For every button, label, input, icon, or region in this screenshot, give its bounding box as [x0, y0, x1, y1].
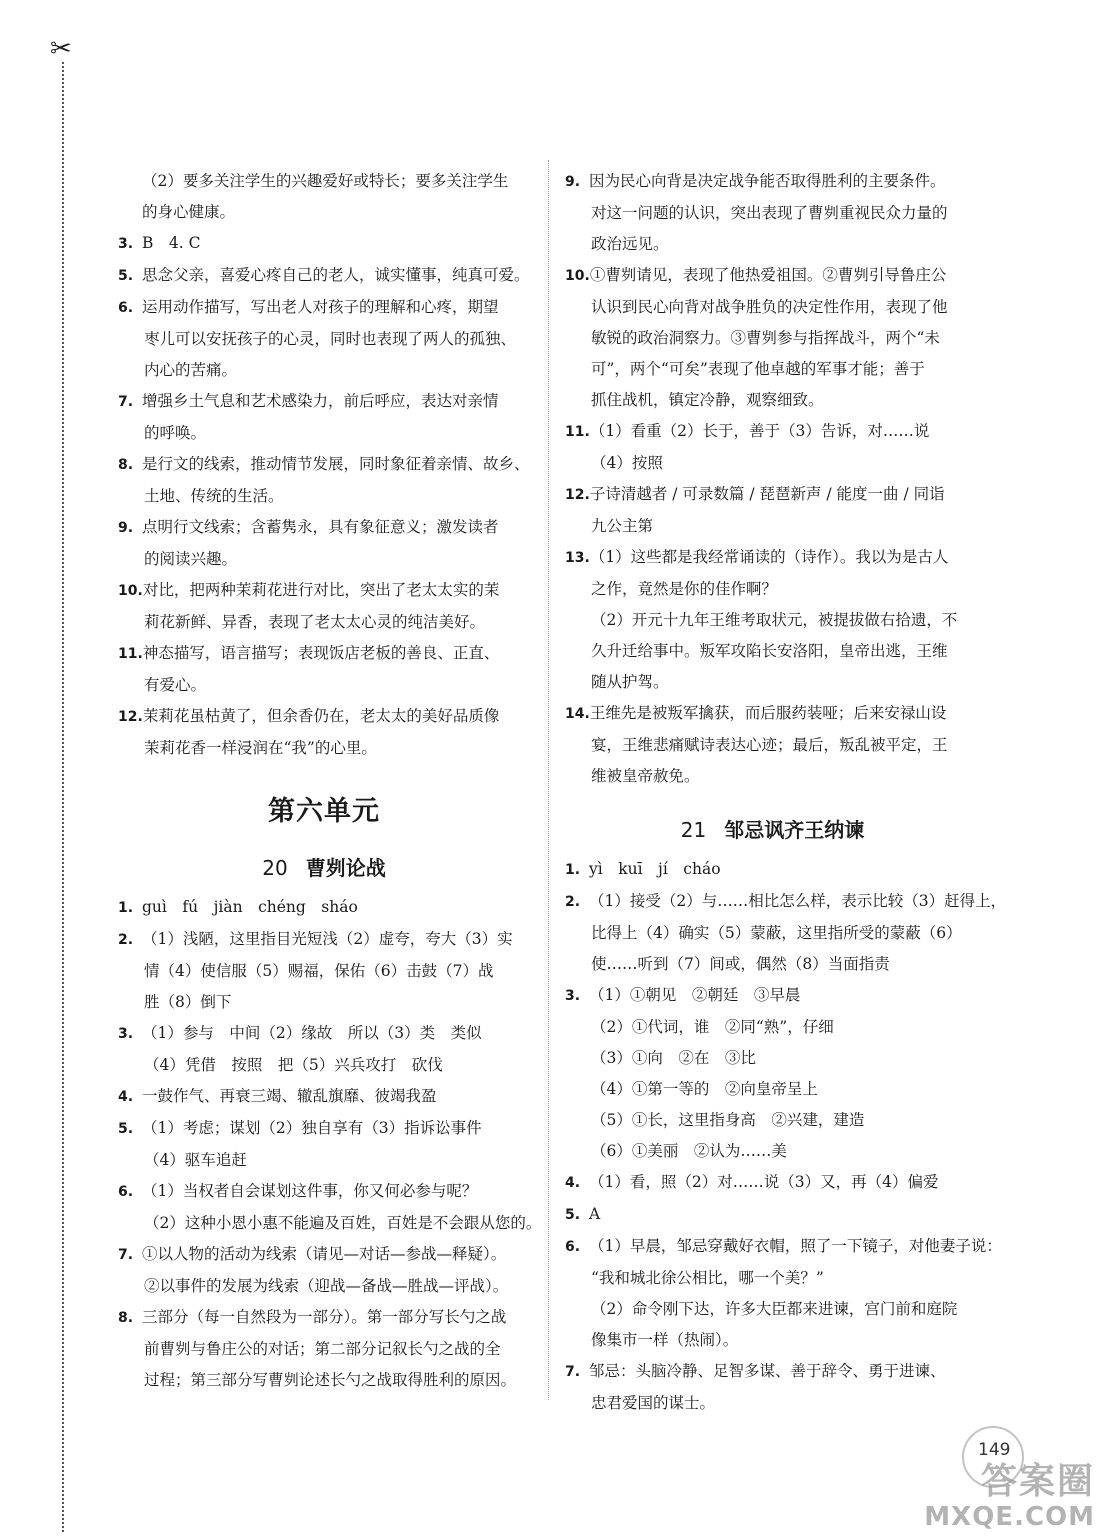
answer-text: 像集市一样（热闹）。	[591, 1331, 739, 1349]
answer-number: 5.	[118, 268, 134, 284]
answer-text: 抓住战机，镇定冷静，观察细致。	[591, 391, 824, 409]
answer-line	[118, 197, 530, 228]
answer-line	[565, 1231, 1002, 1263]
answer-number: 6.	[118, 1184, 134, 1200]
answer-text: （5）①长，这里指身高 ②兴建，建造	[591, 1111, 865, 1129]
answer-item	[118, 924, 530, 1018]
answer-line	[118, 892, 530, 924]
answer-number: 7.	[565, 1364, 581, 1380]
answer-line	[118, 355, 530, 386]
answer-text: 有爱心。	[144, 676, 207, 694]
answer-text: （1）当权者自会谋划这件事，你又何必参与呢？	[142, 1182, 478, 1200]
answer-item	[118, 1176, 542, 1239]
answer-item	[565, 854, 980, 886]
column-divider	[548, 160, 549, 1400]
answer-number: 14.	[565, 706, 590, 722]
answer-item	[118, 1113, 530, 1176]
answer-line	[118, 1365, 530, 1396]
answer-text: “我和城北徐公相比，哪一个美？”	[591, 1269, 824, 1287]
answer-line	[118, 292, 530, 324]
answer-line	[118, 1113, 530, 1145]
answer-line	[565, 292, 980, 323]
answer-line	[565, 416, 980, 448]
right-top-answers	[565, 166, 980, 792]
left-column	[118, 166, 542, 1396]
answer-line	[118, 733, 530, 764]
answer-line	[565, 1388, 980, 1419]
watermark-url: MXQE.COM	[924, 1502, 1095, 1532]
answer-text: 忠君爱国的谋士。	[591, 1394, 716, 1412]
answer-number: 2.	[565, 894, 581, 910]
answer-text: 前曹刿与鲁庄公的对话；第二部分记叙长勺之战的全	[144, 1340, 501, 1358]
answer-text: 三部分（每一自然段为一部分）。第一部分写长勺之战	[142, 1308, 507, 1326]
answer-text: （1）参与 中间（2）缘故 所以（3）类 类似	[142, 1024, 482, 1042]
answer-text: 点明行文线索；含蓄隽永，具有象征意义；激发读者	[142, 518, 499, 536]
answer-number: 1.	[565, 862, 581, 878]
lesson-21-heading	[565, 812, 980, 848]
answer-line	[565, 1294, 980, 1325]
answer-text: （2）要多关注学生的兴趣爱好或特长；要多关注学生	[142, 172, 509, 190]
answer-text: 神态描写，语言描写；表现饭店老板的善良、正直、	[142, 644, 500, 662]
answer-item	[118, 1239, 530, 1302]
answer-text: 茉莉花虽枯黄了，但余香仍在，老太太的美好品质像	[142, 707, 500, 725]
answer-line	[118, 228, 530, 260]
answer-text: （4）①第一等的 ②向皇帝呈上	[591, 1080, 818, 1098]
answer-number: 9.	[118, 520, 134, 536]
answer-line	[565, 886, 1007, 918]
answer-number: 12.	[565, 487, 590, 503]
answer-text: （3）①向 ②在 ③比	[591, 1049, 756, 1067]
answer-text: （4）按照	[591, 454, 663, 472]
answer-line	[118, 1302, 530, 1334]
answer-text: 认识到民心向背对战争胜负的决定性作用，表现了他	[591, 298, 948, 316]
answer-line	[118, 1208, 542, 1239]
answer-item	[565, 416, 980, 479]
answer-text: A	[589, 1205, 601, 1223]
answer-text: （1）这些都是我经常诵读的（诗作）。我以为是古人	[589, 548, 949, 566]
answer-text: （2）命令刚下达，许多大臣都来进谏，宫门前和庭院	[591, 1300, 958, 1318]
answer-text: 的呼唤。	[144, 424, 207, 442]
answer-line	[118, 956, 530, 987]
answer-number: 7.	[118, 1247, 134, 1263]
answer-text: 莉花新鲜、异香，表现了老太太心灵的纯洁美好。	[144, 613, 486, 631]
answer-item	[118, 1018, 530, 1081]
answer-text: 内心的苦痛。	[144, 361, 238, 379]
answer-number: 3.	[118, 236, 134, 252]
answer-item	[565, 886, 1007, 980]
answer-text: 思念父亲，喜爱心疼自己的老人，诚实懂事，纯真可爱。	[142, 266, 530, 284]
answer-item	[565, 260, 980, 416]
answer-number: 6.	[118, 300, 134, 316]
answer-line	[118, 418, 530, 449]
answer-text: ①曹刿请见，表现了他热爱祖国。②曹刿引导鲁庄公	[589, 266, 947, 284]
answer-item	[118, 575, 530, 638]
answer-line	[565, 949, 980, 980]
answer-line	[118, 324, 530, 355]
answer-line	[565, 1325, 980, 1356]
answer-line	[565, 730, 980, 761]
answer-line	[118, 670, 530, 701]
answer-text: 敏锐的政治洞察力。③曹刿参与指挥战斗，两个“未	[591, 329, 940, 347]
answer-line	[565, 1012, 980, 1043]
answer-text: （1）接受（2）与……相比怎么样，表示比较（3）赶得上，	[589, 892, 1007, 910]
answer-line	[118, 260, 530, 292]
answer-text: （1）考虑；谋划（2）独自享有（3）指诉讼事件	[142, 1119, 482, 1137]
answer-text: 随从护驾。	[591, 673, 669, 691]
answer-number: 4.	[565, 1175, 581, 1191]
answer-line	[118, 481, 530, 512]
answer-text: （1）①朝见 ②朝廷 ③早晨	[589, 986, 801, 1004]
answer-text: 的阅读兴趣。	[144, 550, 238, 568]
answer-item	[118, 449, 530, 512]
answer-line	[565, 605, 980, 636]
answer-text: （1）早晨，邹忌穿戴好衣帽，照了一下镜子，对他妻子说：	[589, 1237, 1002, 1255]
left-top-answers	[118, 166, 530, 764]
answer-number: 11.	[565, 424, 590, 440]
lesson-20-answers	[118, 892, 542, 1396]
answer-text: 对这一问题的认识，突出表现了曹刿重视民众力量的	[591, 204, 948, 222]
answer-number: 6.	[565, 1239, 581, 1255]
lesson-title: 曹刿论战	[305, 856, 386, 880]
answer-text: 是行文的线索，推动情节发展，同时象征着亲情、故乡、	[142, 455, 530, 473]
answer-line	[118, 607, 530, 638]
answer-text: （6）①美丽 ②认为……美	[591, 1142, 787, 1160]
answer-item	[565, 542, 980, 698]
right-column	[565, 166, 1007, 1419]
answer-number: 3.	[565, 988, 581, 1004]
answer-item	[565, 1199, 980, 1231]
answer-item	[118, 638, 530, 701]
lesson-21-answers	[565, 854, 1007, 1419]
answer-line	[118, 924, 530, 956]
answer-item	[565, 1356, 980, 1419]
answer-text: 之作，竟然是你的佳作啊？	[591, 580, 778, 598]
answer-item	[118, 1081, 530, 1113]
answer-number: 7.	[118, 394, 134, 410]
answer-line	[565, 698, 980, 730]
answer-item	[118, 386, 530, 449]
answer-item	[118, 892, 530, 924]
answer-text: 使……听到（7）间或，偶然（8）当面指责	[591, 955, 890, 973]
answer-number: 5.	[565, 1207, 581, 1223]
answer-text: 王维先是被叛军擒获，而后服药装哑；后来安禄山设	[589, 704, 947, 722]
answer-item	[118, 292, 530, 386]
answer-text: 土地、传统的生活。	[144, 487, 284, 505]
answer-line	[565, 667, 980, 698]
answer-line	[118, 1081, 530, 1113]
answer-text: 维被皇帝赦免。	[591, 767, 700, 785]
answer-line	[565, 918, 980, 949]
answer-text: （4）凭借 按照 把（5）兴兵攻打 砍伐	[144, 1056, 443, 1074]
answer-item	[565, 698, 980, 792]
answer-text: 因为民心向背是决定战争能否取得胜利的主要条件。	[589, 172, 946, 190]
answer-item	[118, 260, 530, 292]
answer-line	[565, 761, 980, 792]
lesson-title: 邹忌讽齐王纳谏	[724, 818, 865, 842]
answer-text: ①以人物的活动为线索（请见—对话—参战—释疑）。	[142, 1245, 507, 1263]
answer-line	[118, 512, 530, 544]
answer-item	[118, 1302, 530, 1396]
answer-line	[565, 511, 980, 542]
answer-number: 8.	[118, 1310, 134, 1326]
answer-item	[118, 228, 530, 260]
answer-text: 胜（8）倒下	[144, 993, 232, 1011]
answer-line	[565, 854, 980, 886]
answer-number: 9.	[565, 174, 581, 190]
answer-text: 一鼓作气、再衰三竭、辙乱旗靡、彼竭我盈	[142, 1087, 437, 1105]
answer-line	[118, 1239, 530, 1271]
answer-text: （1）看重（2）长于，善于（3）告诉，对……说	[589, 422, 930, 440]
lesson-20-heading	[118, 850, 530, 886]
answer-number: 10.	[118, 583, 143, 599]
answer-line	[118, 386, 530, 418]
answer-number: 13.	[565, 550, 590, 566]
answer-text: yì kuī jí cháo	[589, 860, 721, 878]
unit-title: 第六单元	[268, 796, 380, 827]
watermark	[905, 1462, 1095, 1532]
answer-text: 增强乡土气息和艺术感染力，前后呼应，表达对亲情	[142, 392, 499, 410]
answer-text: 政治远见。	[591, 235, 669, 253]
answer-text: 茉莉花香一样浸润在“我”的心里。	[144, 739, 377, 757]
answer-line	[118, 166, 530, 197]
answer-line	[565, 1167, 980, 1199]
answer-item	[565, 980, 980, 1167]
answer-number: 5.	[118, 1121, 134, 1137]
answer-text: 可”，两个“可矣”表现了他卓越的军事才能；善于	[591, 360, 925, 378]
answer-item	[118, 166, 530, 228]
answer-line	[565, 1356, 980, 1388]
answer-line	[565, 260, 980, 292]
answer-text: （1）浅陋，这里指目光短浅（2）虚夸，夸大（3）实	[142, 930, 513, 948]
answer-number: 8.	[118, 457, 134, 473]
answer-text: 情（4）使信服（5）赐福，保佑（6）击鼓（7）战	[144, 962, 494, 980]
answer-number: 10.	[565, 268, 590, 284]
answer-text: （2）开元十九年王维考取状元，被提拔做右拾遗，不	[591, 611, 958, 629]
answer-text: 宴，王维悲痛赋诗表达心迹；最后，叛乱被平定，王	[591, 736, 948, 754]
answer-text: 九公主第	[591, 517, 654, 535]
answer-item	[118, 701, 530, 764]
answer-text: （2）这种小恩小惠不能遍及百姓，百姓是不会跟从您的。	[144, 1214, 542, 1232]
answer-line	[565, 636, 980, 667]
cut-line	[62, 62, 64, 1532]
answer-item	[565, 1231, 1002, 1356]
answer-text: （4）驱车追赶	[144, 1151, 247, 1169]
answer-line	[565, 574, 980, 605]
answer-item	[565, 166, 980, 260]
lesson-number: 20	[262, 856, 288, 880]
answer-text: B 4. C	[142, 234, 201, 252]
answer-text: guì fú jiàn chéng sháo	[142, 898, 358, 916]
answer-line	[118, 1271, 530, 1302]
answer-number: 12.	[118, 709, 143, 725]
answer-number: 3.	[118, 1026, 134, 1042]
answer-line	[565, 385, 980, 416]
answer-line	[118, 1334, 530, 1365]
answer-text: 邹忌：头脑冷静、足智多谋、善于辞令、勇于进谏、	[589, 1362, 946, 1380]
answer-number: 2.	[118, 932, 134, 948]
answer-line	[565, 1105, 980, 1136]
answer-text: 的身心健康。	[142, 203, 236, 221]
answer-number: 11.	[118, 646, 143, 662]
answer-line	[118, 575, 530, 607]
answer-text: 枣儿可以安抚孩子的心灵，同时也表现了两人的孤独、	[144, 330, 517, 348]
answer-line	[565, 354, 980, 385]
answer-text: 过程；第三部分写曹刿论述长勺之战取得胜利的原因。	[144, 1371, 517, 1389]
answer-text: （1）看，照（2）对……说（3）又，再（4）偏爱	[589, 1173, 939, 1191]
answer-text: 久升迁给事中。叛军攻陷长安洛阳，皇帝出逃，王维	[591, 642, 948, 660]
answer-item	[565, 1167, 980, 1199]
answer-line	[565, 479, 980, 511]
answer-text: 子诗清越者 / 可录数篇 / 琵琶新声 / 能度一曲 / 同诣	[589, 485, 945, 503]
answer-line	[118, 638, 530, 670]
answer-line	[565, 1074, 980, 1105]
scissors-icon: ✂	[50, 34, 72, 64]
answer-line	[565, 323, 980, 354]
answer-text: 运用动作描写，写出老人对孩子的理解和心疼，期望	[142, 298, 499, 316]
answer-line	[565, 166, 980, 198]
answer-line	[118, 1145, 530, 1176]
answer-line	[565, 1199, 980, 1231]
answer-number: 1.	[118, 900, 134, 916]
answer-line	[565, 1043, 980, 1074]
watermark-title: 答案圈	[980, 1461, 1095, 1502]
answer-line	[118, 987, 530, 1018]
answer-line	[118, 544, 530, 575]
answer-text: 比得上（4）确实（5）蒙蔽，这里指所受的蒙蔽（6）	[591, 924, 962, 942]
answer-line	[118, 1050, 530, 1081]
answer-item	[565, 479, 980, 542]
answer-line	[565, 198, 980, 229]
answer-text: ②以事件的发展为线索（迎战—备战—胜战—评战）。	[144, 1277, 509, 1295]
answer-line	[565, 448, 980, 479]
answer-number: 4.	[118, 1089, 134, 1105]
answer-text: （2）①代词，谁 ②同“熟”，仔细	[591, 1018, 834, 1036]
answer-line	[118, 701, 530, 733]
answer-item	[118, 512, 530, 575]
answer-line	[118, 1176, 530, 1208]
answer-line	[118, 449, 530, 481]
answer-line	[118, 1018, 530, 1050]
answer-line	[565, 542, 980, 574]
answer-text: 对比，把两种茉莉花进行对比，突出了老太太实的茉	[142, 581, 500, 599]
answer-line	[565, 980, 980, 1012]
page-number: 149	[978, 1440, 1011, 1460]
answer-line	[565, 1263, 980, 1294]
lesson-number: 21	[680, 818, 707, 842]
answer-line	[565, 229, 980, 260]
answer-line	[565, 1136, 980, 1167]
